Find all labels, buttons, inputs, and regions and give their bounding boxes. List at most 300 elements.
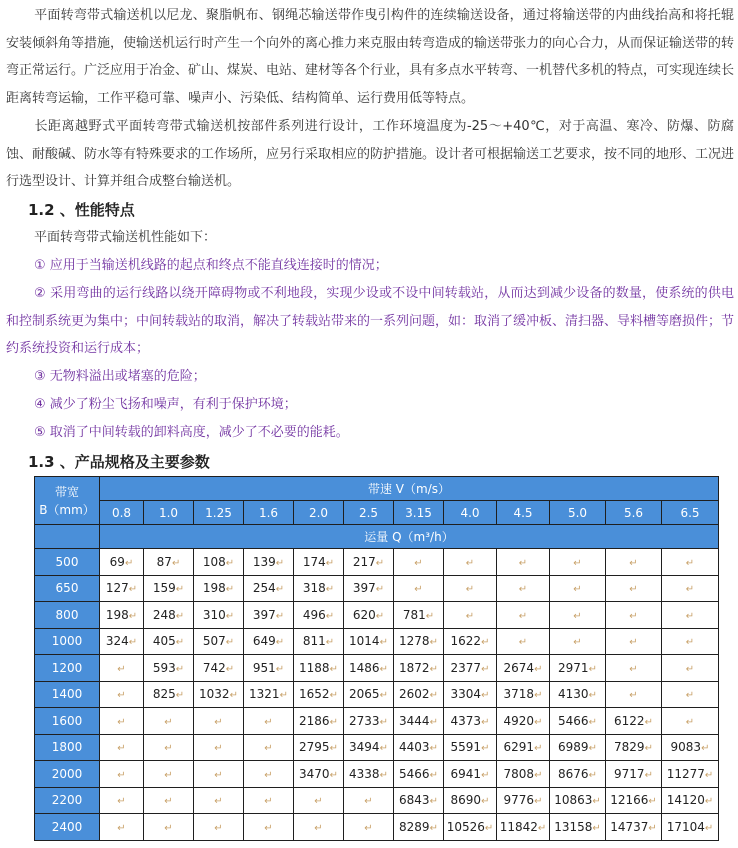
capacity-cell bbox=[662, 575, 719, 602]
cell-return-mark-icon: ↵ bbox=[629, 584, 638, 596]
cell-return-mark-icon: ↵ bbox=[275, 557, 285, 569]
cell-return-mark-icon: ↵ bbox=[329, 769, 338, 781]
row-width-cell: 1800 bbox=[35, 734, 100, 761]
capacity-cell bbox=[294, 761, 344, 788]
capacity-value: 12166 bbox=[610, 793, 649, 808]
cell-return-mark-icon: ↵ bbox=[164, 769, 173, 781]
cell-return-mark-icon: ↵ bbox=[588, 743, 597, 755]
capacity-value: 13158 bbox=[554, 819, 593, 834]
cell-return-mark-icon: ↵ bbox=[364, 822, 373, 834]
capacity-cell bbox=[244, 814, 294, 841]
table-row bbox=[35, 787, 719, 814]
capacity-cell bbox=[100, 549, 144, 576]
capacity-value: 7829 bbox=[614, 740, 645, 755]
capacity-value: 620 bbox=[352, 607, 376, 622]
capacity-cell bbox=[244, 575, 294, 602]
cell-return-mark-icon: ↵ bbox=[128, 610, 138, 622]
capacity-cell bbox=[344, 734, 394, 761]
cell-return-mark-icon: ↵ bbox=[225, 584, 235, 596]
capacity-value: 2602 bbox=[399, 687, 430, 702]
cell-return-mark-icon: ↵ bbox=[379, 769, 388, 781]
capacity-cell bbox=[344, 681, 394, 708]
cell-return-mark-icon: ↵ bbox=[629, 637, 638, 649]
capacity-value: 69 bbox=[109, 554, 125, 569]
cell-return-mark-icon: ↵ bbox=[264, 716, 273, 728]
capacity-cell bbox=[497, 814, 550, 841]
capacity-cell bbox=[394, 575, 444, 602]
cell-return-mark-icon: ↵ bbox=[117, 690, 126, 702]
capacity-cell bbox=[497, 549, 550, 576]
capacity-value: 2377 bbox=[450, 660, 482, 675]
capacity-cell bbox=[294, 602, 344, 629]
capacity-value: 198 bbox=[105, 607, 129, 622]
cell-return-mark-icon: ↵ bbox=[573, 610, 582, 622]
capacity-cell bbox=[100, 734, 144, 761]
cell-return-mark-icon: ↵ bbox=[225, 663, 235, 675]
spec-table bbox=[34, 476, 719, 841]
capacity-value: 593 bbox=[152, 660, 176, 675]
cell-return-mark-icon: ↵ bbox=[175, 610, 185, 622]
capacity-cell bbox=[244, 761, 294, 788]
capacity-cell bbox=[497, 628, 550, 655]
capacity-cell bbox=[194, 628, 244, 655]
capacity-cell bbox=[394, 655, 444, 682]
capacity-cell bbox=[444, 655, 497, 682]
capacity-value: 9083 bbox=[670, 740, 702, 755]
cell-return-mark-icon: ↵ bbox=[685, 637, 695, 649]
cell-return-mark-icon: ↵ bbox=[685, 557, 695, 569]
table-row bbox=[35, 708, 719, 735]
speed-header-cell: 5.0 bbox=[550, 501, 606, 525]
capacity-cell bbox=[294, 787, 344, 814]
cell-return-mark-icon: ↵ bbox=[275, 637, 285, 649]
row-width-cell: 2200 bbox=[35, 787, 100, 814]
capacity-cell bbox=[497, 655, 550, 682]
cell-return-mark-icon: ↵ bbox=[685, 610, 695, 622]
capacity-value: 811 bbox=[302, 634, 326, 649]
cell-return-mark-icon: ↵ bbox=[429, 743, 438, 755]
capacity-value: 4920 bbox=[503, 713, 535, 728]
cell-return-mark-icon: ↵ bbox=[644, 716, 653, 728]
capacity-cell bbox=[662, 602, 719, 629]
cell-return-mark-icon: ↵ bbox=[588, 769, 597, 781]
speed-header-cell: 3.15 bbox=[394, 501, 444, 525]
capacity-cell bbox=[194, 549, 244, 576]
speed-header-cell: 4.5 bbox=[497, 501, 550, 525]
capacity-cell bbox=[144, 681, 194, 708]
capacity-cell bbox=[100, 628, 144, 655]
capacity-value: 9776 bbox=[503, 793, 535, 808]
capacity-cell bbox=[662, 734, 719, 761]
capacity-cell bbox=[344, 708, 394, 735]
row-width-cell: 650 bbox=[35, 575, 100, 602]
cell-return-mark-icon: ↵ bbox=[465, 557, 475, 569]
capacity-cell bbox=[662, 549, 719, 576]
capacity-cell bbox=[606, 602, 662, 629]
cell-return-mark-icon: ↵ bbox=[325, 557, 335, 569]
cell-return-mark-icon: ↵ bbox=[481, 716, 490, 728]
cell-return-mark-icon: ↵ bbox=[588, 716, 597, 728]
capacity-value: 4130 bbox=[558, 687, 589, 702]
speed-header-cell: 4.0 bbox=[444, 501, 497, 525]
capacity-value: 127 bbox=[105, 581, 129, 596]
capacity-value: 2733 bbox=[349, 713, 380, 728]
capacity-cell bbox=[100, 575, 144, 602]
capacity-value: 5466 bbox=[399, 766, 430, 781]
capacity-cell bbox=[444, 575, 497, 602]
capacity-value: 3494 bbox=[349, 740, 380, 755]
cell-return-mark-icon: ↵ bbox=[518, 610, 528, 622]
capacity-cell bbox=[244, 787, 294, 814]
cell-return-mark-icon: ↵ bbox=[117, 822, 126, 834]
table-row bbox=[35, 602, 719, 629]
capacity-cell bbox=[394, 761, 444, 788]
cell-return-mark-icon: ↵ bbox=[164, 796, 173, 808]
cell-return-mark-icon: ↵ bbox=[588, 690, 597, 702]
capacity-value: 139 bbox=[252, 554, 276, 569]
width-header-spacer bbox=[35, 525, 100, 549]
capacity-value: 5591 bbox=[450, 740, 482, 755]
cell-return-mark-icon: ↵ bbox=[701, 743, 710, 755]
capacity-cell bbox=[194, 734, 244, 761]
capacity-value: 6843 bbox=[399, 793, 430, 808]
cell-return-mark-icon: ↵ bbox=[629, 690, 638, 702]
capacity-cell bbox=[294, 549, 344, 576]
cell-return-mark-icon: ↵ bbox=[648, 822, 657, 834]
capacity-value: 2971 bbox=[558, 660, 589, 675]
performance-item-3: ③ 无物料溢出或堵塞的危险； bbox=[34, 369, 206, 384]
capacity-value: 4338 bbox=[349, 766, 380, 781]
cell-return-mark-icon: ↵ bbox=[175, 584, 185, 596]
intro-paragraph-2-text: 长距离越野式平面转弯带式输送机按部件系列进行设计，工作环境温度为-25～+40℃，对于高温、寒冷、防爆、防腐蚀、耐酸碱、防水等有特殊要求的工作场所，应另行采取相应的防护措施。设计者可根据输送工艺要求，按不同的地形、工况进行选型设计、计算并组合成整台输送机。 bbox=[6, 119, 735, 189]
cell-return-mark-icon: ↵ bbox=[414, 584, 423, 596]
capacity-cell bbox=[662, 628, 719, 655]
cell-return-mark-icon: ↵ bbox=[429, 796, 438, 808]
table-header-row-speed bbox=[35, 477, 719, 501]
cell-return-mark-icon: ↵ bbox=[117, 769, 126, 781]
cell-return-mark-icon: ↵ bbox=[704, 769, 714, 781]
capacity-value: 825 bbox=[152, 687, 176, 702]
cell-return-mark-icon: ↵ bbox=[279, 690, 288, 702]
capacity-cell bbox=[662, 681, 719, 708]
capacity-cell bbox=[606, 708, 662, 735]
capacity-cell bbox=[144, 734, 194, 761]
speed-header-cell: 1.0 bbox=[144, 501, 194, 525]
capacity-cell bbox=[662, 814, 719, 841]
table-row bbox=[35, 628, 719, 655]
intro-paragraph-1 bbox=[6, 2, 734, 112]
capacity-value: 3444 bbox=[399, 713, 430, 728]
capacity-value: 7808 bbox=[503, 766, 535, 781]
capacity-value: 1278 bbox=[399, 634, 430, 649]
capacity-cell bbox=[344, 549, 394, 576]
capacity-cell bbox=[144, 602, 194, 629]
capacity-cell bbox=[444, 814, 497, 841]
capacity-cell bbox=[444, 602, 497, 629]
cell-return-mark-icon: ↵ bbox=[481, 690, 490, 702]
capacity-cell bbox=[194, 787, 244, 814]
speed-header-cell: 1.25 bbox=[194, 501, 244, 525]
cell-return-mark-icon: ↵ bbox=[592, 796, 601, 808]
performance-item-5: ⑤ 取消了中间转载的卸料高度，减少了不必要的能耗。 bbox=[34, 425, 349, 440]
capacity-value: 4403 bbox=[399, 740, 430, 755]
capacity-cell bbox=[244, 708, 294, 735]
capacity-value: 159 bbox=[152, 581, 176, 596]
cell-return-mark-icon: ↵ bbox=[171, 557, 181, 569]
intro-paragraph-1-text: 平面转弯带式输送机以尼龙、聚脂帆布、钢绳芯输送带作曳引构件的连续输送设备，通过将输送带的内曲线抬高和将托辊安装倾斜角等措施，使输送机运行时产生一个向外的离心推力来克服由转弯造成的输送带张力的向心合力，从而保证输送带的转弯正常运行。广泛应用于冶金、矿山、煤炭、电站、建材等各个行业，具有多点水平转弯、一机替代多机的特点，可实现连续长距离转弯运输，工作平稳可靠、噪声小、污染低、结构简单、运行费用低等特点。 bbox=[6, 8, 735, 106]
cell-return-mark-icon: ↵ bbox=[214, 743, 223, 755]
cell-return-mark-icon: ↵ bbox=[329, 690, 338, 702]
capacity-cell bbox=[344, 602, 394, 629]
cell-return-mark-icon: ↵ bbox=[375, 557, 385, 569]
cell-return-mark-icon: ↵ bbox=[128, 637, 138, 649]
cell-return-mark-icon: ↵ bbox=[225, 557, 235, 569]
capacity-cell bbox=[497, 734, 550, 761]
capacity-value: 2795 bbox=[299, 740, 330, 755]
capacity-value: 17104 bbox=[666, 819, 705, 834]
capacity-value: 405 bbox=[152, 634, 176, 649]
capacity-cell bbox=[194, 708, 244, 735]
capacity-cell bbox=[244, 681, 294, 708]
speed-header-cell: 1.6 bbox=[244, 501, 294, 525]
cell-return-mark-icon: ↵ bbox=[117, 663, 126, 675]
capacity-cell bbox=[662, 708, 719, 735]
capacity-value: 6989 bbox=[558, 740, 589, 755]
cell-return-mark-icon: ↵ bbox=[128, 584, 138, 596]
capacity-cell bbox=[550, 787, 606, 814]
capacity-value: 6941 bbox=[450, 766, 482, 781]
cell-return-mark-icon: ↵ bbox=[481, 743, 490, 755]
capacity-cell bbox=[244, 549, 294, 576]
capacity-value: 11842 bbox=[499, 819, 538, 834]
cell-return-mark-icon: ↵ bbox=[379, 716, 388, 728]
capacity-value: 1014 bbox=[349, 634, 380, 649]
cell-return-mark-icon: ↵ bbox=[481, 637, 490, 649]
cell-return-mark-icon: ↵ bbox=[214, 716, 223, 728]
cell-return-mark-icon: ↵ bbox=[573, 637, 582, 649]
cell-return-mark-icon: ↵ bbox=[414, 557, 423, 569]
capacity-value: 174 bbox=[302, 554, 326, 569]
capacity-value: 217 bbox=[352, 554, 376, 569]
capacity-value: 87 bbox=[156, 554, 172, 569]
cell-return-mark-icon: ↵ bbox=[264, 743, 273, 755]
capacity-cell bbox=[144, 761, 194, 788]
capacity-cell bbox=[344, 814, 394, 841]
capacity-cell bbox=[344, 655, 394, 682]
cell-return-mark-icon: ↵ bbox=[465, 610, 475, 622]
capacity-cell bbox=[606, 734, 662, 761]
capacity-value: 10863 bbox=[554, 793, 593, 808]
capacity-cell bbox=[394, 787, 444, 814]
capacity-value: 2065 bbox=[349, 687, 380, 702]
capacity-cell bbox=[344, 628, 394, 655]
capacity-cell bbox=[606, 628, 662, 655]
capacity-cell bbox=[144, 655, 194, 682]
capacity-cell bbox=[662, 655, 719, 682]
capacity-value: 324 bbox=[105, 634, 129, 649]
speed-header-cell: 0.8 bbox=[100, 501, 144, 525]
capacity-value: 14120 bbox=[666, 793, 705, 808]
row-width-cell: 1400 bbox=[35, 681, 100, 708]
cell-return-mark-icon: ↵ bbox=[481, 663, 490, 675]
capacity-cell bbox=[244, 628, 294, 655]
capacity-cell bbox=[606, 549, 662, 576]
capacity-cell bbox=[100, 761, 144, 788]
capacity-cell bbox=[662, 761, 719, 788]
cell-return-mark-icon: ↵ bbox=[214, 796, 223, 808]
capacity-value: 951 bbox=[252, 660, 276, 675]
cell-return-mark-icon: ↵ bbox=[534, 663, 543, 675]
cell-return-mark-icon: ↵ bbox=[685, 690, 695, 702]
capacity-value: 248 bbox=[152, 607, 176, 622]
cell-return-mark-icon: ↵ bbox=[465, 584, 475, 596]
capacity-cell bbox=[244, 655, 294, 682]
cell-return-mark-icon: ↵ bbox=[629, 610, 638, 622]
cell-return-mark-icon: ↵ bbox=[648, 796, 657, 808]
capacity-cell bbox=[394, 602, 444, 629]
cell-return-mark-icon: ↵ bbox=[429, 690, 438, 702]
capacity-cell bbox=[497, 708, 550, 735]
cell-return-mark-icon: ↵ bbox=[164, 822, 173, 834]
capacity-cell bbox=[100, 602, 144, 629]
capacity-value: 8289 bbox=[399, 819, 430, 834]
row-width-cell: 500 bbox=[35, 549, 100, 576]
cell-return-mark-icon: ↵ bbox=[379, 637, 388, 649]
cell-return-mark-icon: ↵ bbox=[481, 769, 490, 781]
cell-return-mark-icon: ↵ bbox=[225, 637, 235, 649]
capacity-cell bbox=[550, 761, 606, 788]
capacity-cell bbox=[244, 602, 294, 629]
capacity-value: 3304 bbox=[450, 687, 482, 702]
cell-return-mark-icon: ↵ bbox=[534, 716, 543, 728]
cell-return-mark-icon: ↵ bbox=[164, 716, 173, 728]
capacity-value: 10526 bbox=[446, 819, 485, 834]
cell-return-mark-icon: ↵ bbox=[481, 796, 490, 808]
table-row bbox=[35, 655, 719, 682]
capacity-cell bbox=[444, 708, 497, 735]
capacity-value: 1486 bbox=[349, 660, 380, 675]
cell-return-mark-icon: ↵ bbox=[229, 690, 238, 702]
row-width-cell: 800 bbox=[35, 602, 100, 629]
speed-header-cell: 6.5 bbox=[662, 501, 719, 525]
cell-return-mark-icon: ↵ bbox=[275, 610, 285, 622]
cell-return-mark-icon: ↵ bbox=[375, 584, 385, 596]
cell-return-mark-icon: ↵ bbox=[429, 716, 438, 728]
cell-return-mark-icon: ↵ bbox=[124, 557, 134, 569]
capacity-cell bbox=[606, 761, 662, 788]
capacity-value: 3470 bbox=[299, 766, 330, 781]
cell-return-mark-icon: ↵ bbox=[534, 743, 543, 755]
cell-return-mark-icon: ↵ bbox=[685, 584, 695, 596]
cell-return-mark-icon: ↵ bbox=[329, 743, 338, 755]
capacity-value: 310 bbox=[202, 607, 226, 622]
cell-return-mark-icon: ↵ bbox=[325, 637, 335, 649]
capacity-cell bbox=[144, 549, 194, 576]
speed-header-cell: 2.5 bbox=[344, 501, 394, 525]
capacity-value: 5466 bbox=[558, 713, 589, 728]
capacity-cell bbox=[100, 708, 144, 735]
capacity-cell bbox=[294, 708, 344, 735]
capacity-cell bbox=[294, 655, 344, 682]
capacity-cell bbox=[294, 575, 344, 602]
capacity-value: 507 bbox=[202, 634, 226, 649]
capacity-cell bbox=[497, 787, 550, 814]
capacity-cell bbox=[550, 628, 606, 655]
cell-return-mark-icon: ↵ bbox=[429, 769, 438, 781]
capacity-cell bbox=[662, 787, 719, 814]
cell-return-mark-icon: ↵ bbox=[117, 796, 126, 808]
cell-return-mark-icon: ↵ bbox=[629, 557, 638, 569]
capacity-cell bbox=[606, 655, 662, 682]
capacity-value: 318 bbox=[302, 581, 326, 596]
cell-return-mark-icon: ↵ bbox=[518, 637, 528, 649]
capacity-cell bbox=[444, 787, 497, 814]
row-width-cell: 1000 bbox=[35, 628, 100, 655]
capacity-cell bbox=[497, 761, 550, 788]
capacity-cell bbox=[444, 628, 497, 655]
capacity-value: 1188 bbox=[299, 660, 330, 675]
capacity-cell bbox=[550, 734, 606, 761]
row-width-cell: 1200 bbox=[35, 655, 100, 682]
capacity-value: 4373 bbox=[450, 713, 482, 728]
capacity-cell bbox=[550, 708, 606, 735]
capacity-cell bbox=[497, 602, 550, 629]
cell-return-mark-icon: ↵ bbox=[518, 584, 528, 596]
capacity-cell bbox=[550, 814, 606, 841]
cell-return-mark-icon: ↵ bbox=[329, 663, 338, 675]
capacity-value: 108 bbox=[202, 554, 226, 569]
speed-header-cell: 5.6 bbox=[606, 501, 662, 525]
cell-return-mark-icon: ↵ bbox=[175, 637, 185, 649]
cell-return-mark-icon: ↵ bbox=[573, 557, 582, 569]
speed-header-cell: 2.0 bbox=[294, 501, 344, 525]
cell-return-mark-icon: ↵ bbox=[685, 716, 695, 728]
capacity-value: 9717 bbox=[614, 766, 645, 781]
capacity-cell bbox=[394, 734, 444, 761]
cell-return-mark-icon: ↵ bbox=[175, 663, 185, 675]
cell-return-mark-icon: ↵ bbox=[314, 796, 323, 808]
table-header-row-speed-values bbox=[35, 501, 719, 525]
cell-return-mark-icon: ↵ bbox=[164, 743, 173, 755]
cell-return-mark-icon: ↵ bbox=[644, 743, 653, 755]
capacity-cell bbox=[100, 814, 144, 841]
capacity-cell bbox=[194, 575, 244, 602]
cell-return-mark-icon: ↵ bbox=[214, 822, 223, 834]
capacity-value: 1321 bbox=[249, 687, 280, 702]
capacity-cell bbox=[294, 681, 344, 708]
row-width-cell: 1600 bbox=[35, 708, 100, 735]
performance-item-4: ④ 减少了粉尘飞扬和噪声，有利于保护环境； bbox=[34, 397, 297, 412]
capacity-cell bbox=[444, 681, 497, 708]
capacity-value: 3718 bbox=[503, 687, 535, 702]
capacity-cell bbox=[194, 814, 244, 841]
capacity-cell bbox=[497, 681, 550, 708]
capacity-value: 781 bbox=[402, 607, 426, 622]
cell-return-mark-icon: ↵ bbox=[592, 822, 601, 834]
cell-return-mark-icon: ↵ bbox=[644, 769, 653, 781]
cell-return-mark-icon: ↵ bbox=[225, 610, 235, 622]
capacity-value: 1032 bbox=[199, 687, 230, 702]
cell-return-mark-icon: ↵ bbox=[364, 796, 373, 808]
capacity-cell bbox=[100, 681, 144, 708]
cell-return-mark-icon: ↵ bbox=[484, 822, 494, 834]
capacity-value: 11277 bbox=[666, 766, 705, 781]
capacity-cell bbox=[194, 761, 244, 788]
cell-return-mark-icon: ↵ bbox=[588, 663, 597, 675]
cell-return-mark-icon: ↵ bbox=[325, 610, 335, 622]
capacity-value: 1622 bbox=[450, 634, 482, 649]
capacity-cell bbox=[550, 549, 606, 576]
